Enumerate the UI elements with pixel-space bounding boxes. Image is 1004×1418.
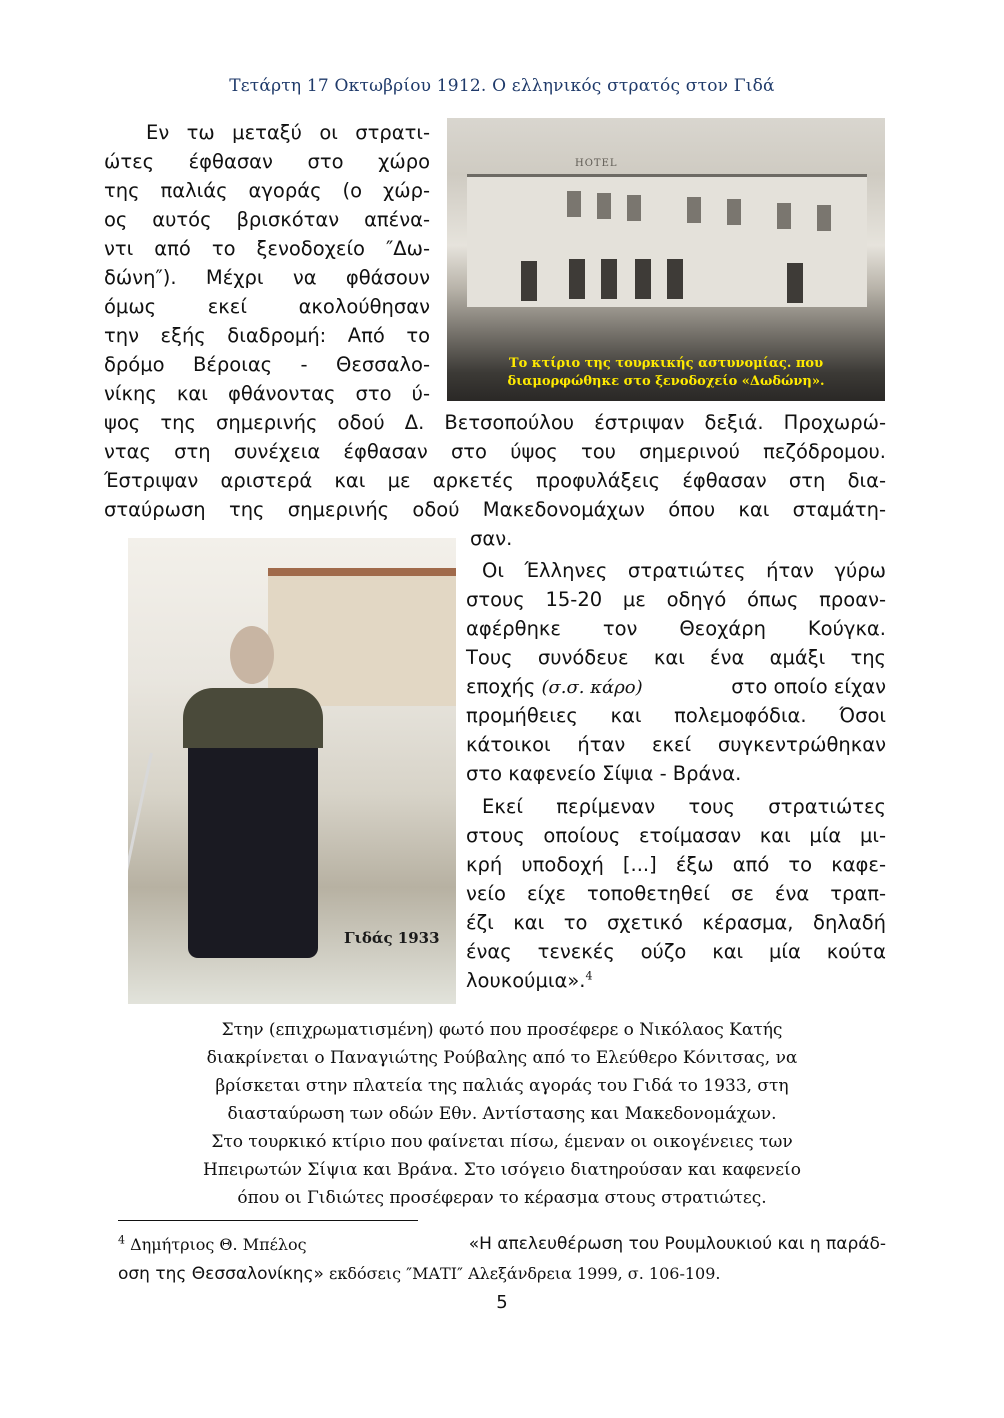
text-line bbox=[466, 966, 886, 995]
text-line: της παλιάς αγοράς (ο χώρ- bbox=[104, 179, 430, 202]
hotel-sign: HOTEL bbox=[575, 158, 618, 169]
cane-illustration bbox=[128, 753, 153, 930]
footnote-line bbox=[118, 1259, 886, 1288]
door bbox=[635, 259, 651, 299]
photo-caption-line: διαμορφώθηκε στο ξενοδοχείο «Δωδώνη». bbox=[507, 374, 825, 389]
head-illustration bbox=[230, 626, 274, 684]
footnote-title: οση της Θεσσαλονίκης» bbox=[118, 1264, 324, 1284]
text-line bbox=[466, 672, 886, 701]
text-line: στο καφενείο Σίψια - Βράνα. bbox=[466, 762, 742, 785]
window bbox=[567, 191, 581, 217]
text-line: έζι και το σχετικό κέρασμα, δηλαδή bbox=[466, 911, 886, 934]
text-line: ώτες έφθασαν στο χώρο bbox=[104, 150, 430, 173]
window bbox=[597, 193, 611, 219]
photo-caption-line: Το κτίριο της τουρκικής αστυνομίας. που bbox=[508, 356, 824, 371]
text-line: σαν. bbox=[470, 527, 513, 550]
text-line: δρόμο Βέροιας - Θεσσαλο- bbox=[104, 353, 430, 376]
photo-caption: Γιδάς 1933 bbox=[344, 929, 440, 947]
paragraph-4 bbox=[466, 792, 886, 995]
footnote-title: «Η απελευθέρωση του Ρουμλουκιού και η παράδ- bbox=[468, 1234, 886, 1254]
window bbox=[777, 203, 791, 229]
text-span: στο οποίο είχαν bbox=[731, 675, 886, 698]
door bbox=[601, 259, 617, 299]
text-line: Εν τω μεταξύ οι στρατι- bbox=[146, 121, 430, 144]
description-line: διασταύρωση των οδών Εθν. Αντίστασης και Μακεδονομάχων. bbox=[227, 1104, 777, 1124]
description-line: Στο τουρκικό κτίριο που φαίνεται πίσω, έμεναν οι οικογένειες των bbox=[211, 1132, 793, 1152]
paragraph-1 bbox=[104, 118, 430, 408]
jacket-illustration bbox=[183, 688, 323, 748]
window bbox=[687, 197, 701, 223]
text-span: λουκούμια». bbox=[466, 969, 586, 992]
text-line: αφέρθηκε τον Θεοχάρη Κούγκα. bbox=[466, 617, 886, 640]
text-line: νείο είχε τοποθετηθεί σε ένα τραπ- bbox=[466, 882, 886, 905]
text-line: δώνη″). Μέχρι να φθάσουν bbox=[104, 266, 430, 289]
text-line: κρή υποδοχή [...] έξω από το καφε- bbox=[466, 853, 886, 876]
footnote-author: Δημήτριος Θ. Μπέλος bbox=[125, 1235, 307, 1254]
window bbox=[627, 195, 641, 221]
text-line: Τους συνόδευε και ένα αμάξι της bbox=[466, 646, 886, 669]
photo-caption bbox=[447, 355, 885, 391]
text-line: Εκεί περίμεναν τους στρατιώτες bbox=[482, 795, 886, 818]
description-line: βρίσκεται στην πλατεία της παλιάς αγοράς του Γιδά το 1933, στη bbox=[215, 1076, 789, 1096]
footnote-number: 4 bbox=[118, 1233, 125, 1247]
door bbox=[521, 261, 537, 301]
italic-note: (σ.σ. κάρο) bbox=[541, 677, 643, 698]
footnote-separator bbox=[118, 1220, 418, 1221]
text-line: ψος της σημερινής οδού Δ. Βετσοπούλου έστριψαν δεξιά. Προχωρώ- bbox=[104, 411, 886, 434]
text-line: ένας τενεκές ούζο και μία κούτα bbox=[466, 940, 886, 963]
paragraph-3 bbox=[466, 556, 886, 788]
footnote-line bbox=[118, 1230, 886, 1259]
text-line: νίκης και φθάνοντας στο ύ- bbox=[104, 382, 430, 405]
paragraph-2 bbox=[104, 408, 886, 553]
text-line: όμως εκεί ακολούθησαν bbox=[104, 295, 430, 318]
hotel-dodoni-photo bbox=[447, 118, 885, 401]
text-line: στους οποίους ετοίμασαν και μία μι- bbox=[466, 824, 886, 847]
description-line: διακρίνεται ο Παναγιώτης Ρούβαλης από το Ελεύθερο Κόνιτσας, να bbox=[206, 1048, 798, 1068]
door bbox=[667, 259, 683, 299]
text-line: σταύρωση της σημερινής οδού Μακεδονομάχων όπου και σταμάτη- bbox=[104, 498, 886, 521]
running-head: Τετάρτη 17 Οκτωβρίου 1912. Ο ελληνικός στρατός στον Γιδά bbox=[229, 76, 775, 96]
gidas-1933-photo bbox=[128, 538, 456, 1004]
description-line: όπου οι Γιδιώτες προσέφεραν το κέρασμα στους στρατιώτες. bbox=[237, 1188, 767, 1208]
door bbox=[787, 263, 803, 303]
house-illustration bbox=[268, 568, 456, 706]
text-line: στους 15-20 με οδηγό όπως προαν- bbox=[466, 588, 886, 611]
text-line: προμήθειες και πολεμοφόδια. Όσοι bbox=[466, 704, 886, 727]
building-illustration bbox=[467, 174, 867, 307]
text-span: εποχής bbox=[466, 675, 542, 698]
footnote-reference[interactable]: 4 bbox=[585, 969, 593, 983]
door bbox=[569, 259, 585, 299]
page-number: 5 bbox=[496, 1292, 508, 1313]
window bbox=[727, 199, 741, 225]
photo-description bbox=[100, 1016, 904, 1212]
description-line: Στην (επιχρωματισμένη) φωτό που προσέφερε ο Νικόλαος Κατής bbox=[221, 1020, 783, 1040]
footnote bbox=[118, 1230, 886, 1288]
text-line: κάτοικοι ήταν εκεί συγκεντρώθηκαν bbox=[466, 733, 886, 756]
window bbox=[817, 205, 831, 231]
footnote-publisher: εκδόσεις ″ΜΑΤΙ″ Αλεξάνδρεια 1999, σ. 106-109. bbox=[323, 1264, 721, 1283]
description-line: Ηπειρωτών Σίψια και Βράνα. Στο ισόγειο διατηρούσαν και καφενείο bbox=[203, 1160, 801, 1180]
text-line: ντας στη συνέχεια έφθασαν στο ύψος του σημερινού πεζόδρομου. bbox=[104, 440, 886, 463]
text-line: ος αυτός βρισκόταν απένα- bbox=[104, 208, 430, 231]
text-line: Οι Έλληνες στρατιώτες ήταν γύρω bbox=[482, 559, 886, 582]
text-line: ντι από το ξενοδοχείο ″Δω- bbox=[104, 237, 430, 260]
text-line: την εξής διαδρομή: Από το bbox=[104, 324, 430, 347]
text-line: Έστριψαν αριστερά και με αρκετές προφυλάξεις έφθασαν στη δια- bbox=[104, 469, 886, 492]
